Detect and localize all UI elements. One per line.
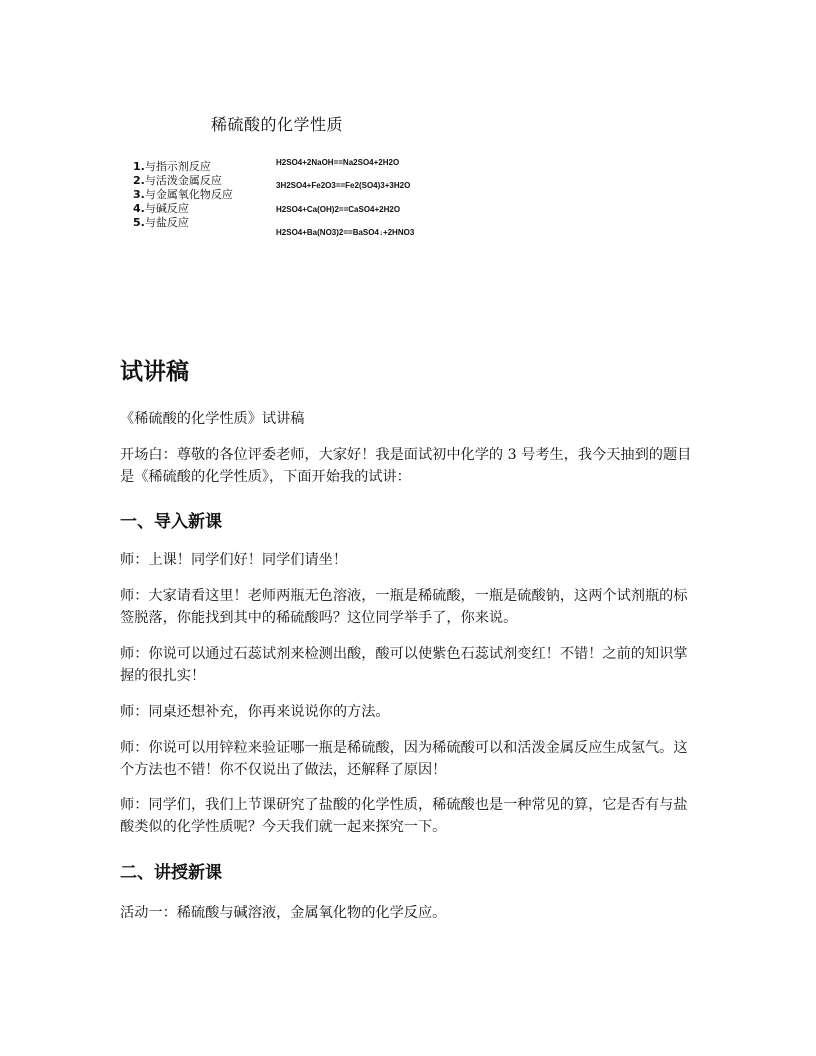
topic-text: 与活泼金属反应 <box>144 174 222 187</box>
topic-list <box>133 160 233 230</box>
section-heading-teaching: 二、讲授新课 <box>120 863 222 883</box>
topic-number: 4. <box>133 202 145 215</box>
paragraph: 师：你说可以通过石蕊试剂来检测出酸，酸可以使紫色石蕊试剂变红！不错！之前的知识掌握的很扎实！ <box>120 646 688 684</box>
paragraph: 活动一：稀硫酸与碱溶液，金属氧化物的化学反应。 <box>120 905 447 921</box>
topic-item <box>133 216 233 230</box>
topic-item <box>133 160 233 174</box>
paragraph: 师：同学们，我们上节课研究了盐酸的化学性质，稀硫酸也是一种常见的算，它是否有与盐酸类似的化学性质呢？今天我们就一起来探究一下。 <box>120 797 688 835</box>
equation: H2SO4+2NaOH==Na2SO4+2H2O <box>276 158 400 167</box>
paragraph: 师：大家请看这里！老师两瓶无色溶液，一瓶是稀硫酸，一瓶是硫酸钠，这两个试剂瓶的标签脱落，你能找到其中的稀硫酸吗？这位同学举手了，你来说。 <box>120 588 688 626</box>
topic-number: 3. <box>133 188 145 201</box>
paragraph: 师：同桌还想补充，你再来说说你的方法。 <box>120 704 390 720</box>
topic-text: 与盐反应 <box>144 216 189 229</box>
opening-paragraph: 开场白：尊敬的各位评委老师，大家好！我是面试初中化学的 3 号考生，我今天抽到的题目是《稀硫酸的化学性质》，下面开始我的试讲： <box>120 447 692 485</box>
equation: H2SO4+Ba(NO3)2==BaSO4↓+2HNO3 <box>276 228 415 237</box>
board-title: 稀硫酸的化学性质 <box>211 115 344 134</box>
topic-item <box>133 202 233 216</box>
topic-text: 与碱反应 <box>144 202 189 215</box>
main-heading: 试讲稿 <box>120 359 189 385</box>
topic-number: 2. <box>133 174 145 187</box>
topic-text: 与金属氧化物反应 <box>144 188 233 201</box>
section-heading-intro: 一、导入新课 <box>120 512 222 532</box>
topic-item <box>133 174 233 188</box>
paragraph: 师：上课！同学们好！同学们请坐！ <box>120 552 348 568</box>
equation: 3H2SO4+Fe2O3==Fe2(SO4)3+3H2O <box>276 181 411 190</box>
equation: H2SO4+Ca(OH)2==CaSO4+2H2O <box>276 205 401 214</box>
topic-text: 与指示剂反应 <box>144 160 211 173</box>
document-subtitle: 《稀硫酸的化学性质》试讲稿 <box>120 411 305 427</box>
topic-item <box>133 188 233 202</box>
paragraph: 师：你说可以用锌粒来验证哪一瓶是稀硫酸，因为稀硫酸可以和活泼金属反应生成氢气。这个方法也不错！你不仅说出了做法，还解释了原因！ <box>120 740 688 778</box>
topic-number: 1. <box>133 160 145 173</box>
topic-number: 5. <box>133 216 145 229</box>
